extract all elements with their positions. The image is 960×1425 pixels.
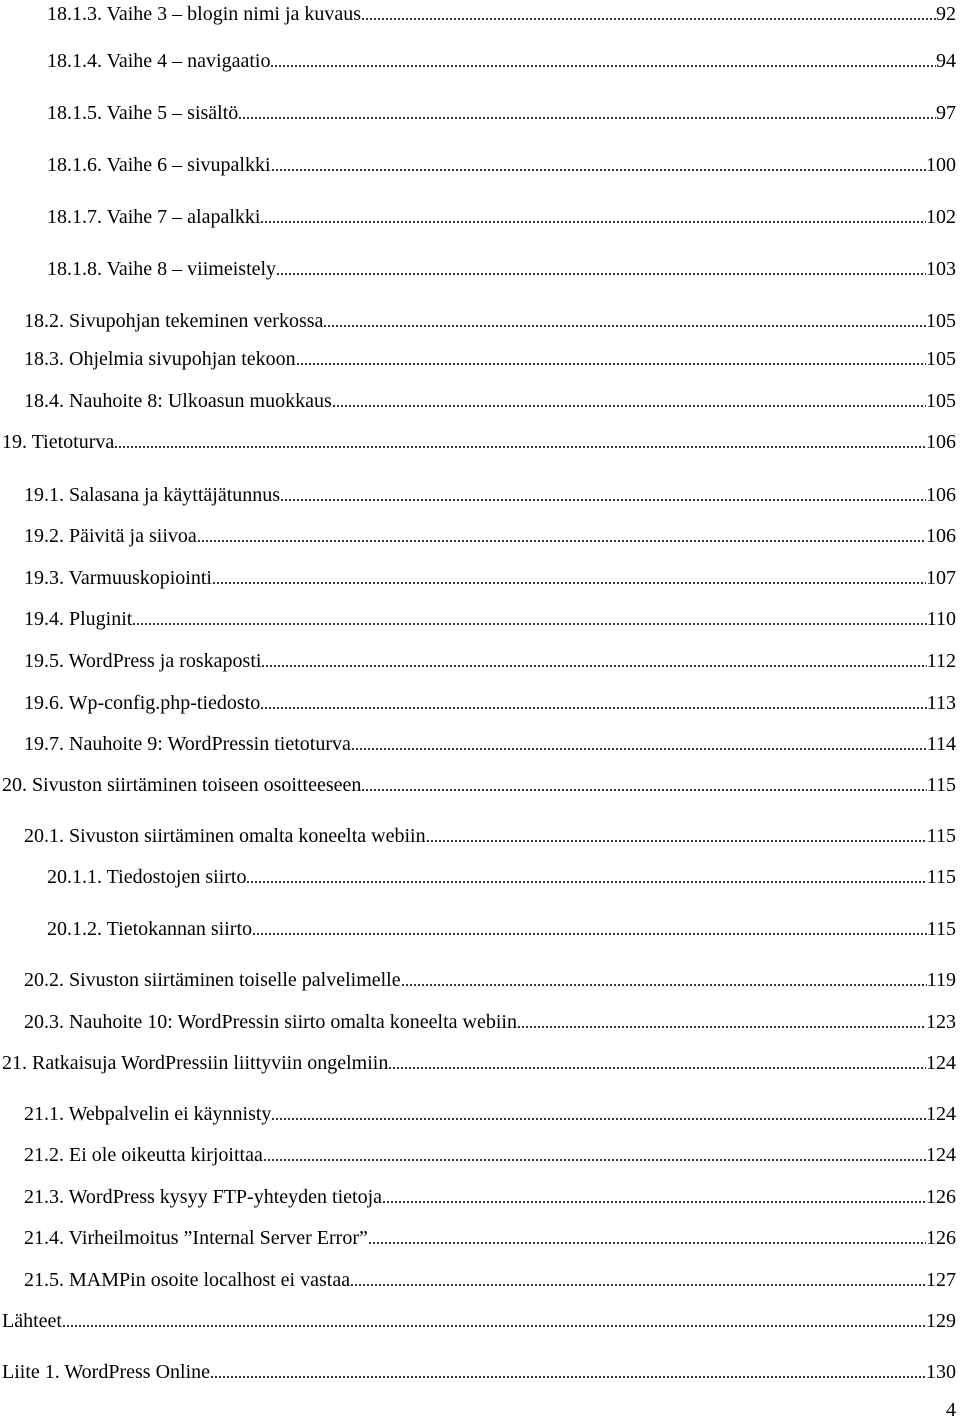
toc-entry-page: 115 [926,918,956,940]
toc-entry[interactable] [47,151,956,177]
toc-entry-title: 19.5. WordPress ja roskaposti [24,650,262,672]
toc-entry[interactable] [24,307,956,333]
dot-leader [197,527,926,543]
dot-leader [252,920,927,936]
toc-entry-title: 19. Tietoturva [2,431,115,453]
toc-entry-page: 105 [926,390,956,412]
toc-entry-title: 20.1.1. Tiedostojen siirto [47,866,247,888]
toc-entry[interactable] [24,1224,956,1250]
toc-entry[interactable] [24,564,956,590]
toc-entry-page: 123 [926,1011,956,1033]
toc-entry-page: 124 [926,1052,956,1074]
dot-leader [280,486,926,502]
toc-entry-title: 20.1. Sivuston siirtäminen omalta koneelta webiin [24,825,426,847]
toc-entry-title: 21.4. Virheilmoitus ”Internal Server Error” [24,1227,368,1249]
dot-leader [426,827,927,843]
dot-leader [350,1271,926,1287]
dot-leader [276,260,926,276]
toc-entry[interactable] [47,99,956,125]
toc-entry-page: 102 [926,206,956,228]
toc-entry-page: 106 [926,431,956,453]
dot-leader [517,1013,926,1029]
dot-leader [263,1146,926,1162]
toc-entry-page: 97 [936,102,956,124]
toc-entry-page: 112 [926,650,956,672]
toc-entry-page: 126 [926,1186,956,1208]
toc-entry-page: 106 [926,525,956,547]
dot-leader [401,971,927,987]
dot-leader [382,1188,926,1204]
toc-entry[interactable] [2,771,956,797]
toc-entry-page: 124 [926,1144,956,1166]
toc-entry-title: 18.1.8. Vaihe 8 – viimeistely [47,258,277,280]
toc-entry-page: 126 [926,1227,956,1249]
toc-entry-title: 20.2. Sivuston siirtäminen toiselle palvelimelle [24,969,401,991]
toc-entry[interactable] [24,1141,956,1167]
dot-leader [361,5,936,21]
toc-entry[interactable] [47,255,956,281]
toc-entry[interactable] [24,1008,956,1034]
toc-entry[interactable] [24,689,956,715]
toc-entry[interactable] [2,1049,956,1075]
dot-leader [368,1229,926,1245]
toc-entry[interactable] [24,481,956,507]
dot-leader [260,208,926,224]
toc-entry[interactable] [24,387,956,413]
toc-entry-title: 18.1.5. Vaihe 5 – sisältö [47,102,239,124]
dot-leader [271,1105,926,1121]
toc-entry-title: 19.2. Päivitä ja siivoa [24,525,197,547]
toc-entry-page: 115 [926,825,956,847]
toc-entry-title: 19.3. Varmuuskopiointi [24,567,212,589]
toc-entry-title: 21.3. WordPress kysyy FTP-yhteyden tietoja [24,1186,382,1208]
toc-entry-page: 100 [926,154,956,176]
dot-leader [270,52,936,68]
page-number: 4 [946,1399,956,1421]
toc-entry-page: 103 [926,258,956,280]
toc-entry-page: 129 [926,1310,956,1332]
toc-entry-page: 124 [926,1103,956,1125]
dot-leader [271,156,926,172]
toc-entry[interactable] [47,863,956,889]
toc-entry[interactable] [2,428,956,454]
toc-entry-page: 107 [926,567,956,589]
toc-entry[interactable] [2,1307,956,1333]
toc-entry-title: 21. Ratkaisuja WordPressiin liittyviin ongelmiin [2,1052,389,1074]
toc-entry-page: 119 [926,969,956,991]
dot-leader [132,610,926,626]
toc-entry-title: 18.3. Ohjelmia sivupohjan tekoon [24,348,296,370]
dot-leader [388,1054,926,1070]
dot-leader [332,392,926,408]
toc-entry-title: 18.1.4. Vaihe 4 – navigaatio [47,50,271,72]
toc-entry[interactable] [47,0,956,26]
toc-entry-page: 114 [926,733,956,755]
toc-entry[interactable] [24,1100,956,1126]
toc-entry-page: 127 [926,1269,956,1291]
toc-entry-title: Liite 1. WordPress Online [2,1361,210,1383]
dot-leader [238,104,936,120]
toc-entry[interactable] [24,345,956,371]
toc-entry-page: 115 [926,774,956,796]
toc-entry-title: Lähteet [2,1310,62,1332]
toc-entry-page: 94 [936,50,956,72]
dot-leader [114,433,926,449]
toc-entry-title: 19.7. Nauhoite 9: WordPressin tietoturva [24,733,351,755]
dot-leader [260,694,926,710]
toc-entry-page: 92 [936,3,956,25]
dot-leader [351,735,927,751]
dot-leader [261,652,926,668]
toc-entry-page: 105 [926,348,956,370]
dot-leader [210,1363,926,1379]
toc-entry-title: 21.1. Webpalvelin ei käynnisty [24,1103,272,1125]
toc-entry-title: 20.3. Nauhoite 10: WordPressin siirto omalta koneelta webiin [24,1011,517,1033]
toc-entry-page: 115 [926,866,956,888]
dot-leader [212,569,926,585]
toc-entry[interactable] [47,915,956,941]
toc-entry-title: 19.4. Pluginit [24,608,133,630]
toc-entry-title: 18.1.7. Vaihe 7 – alapalkki [47,206,261,228]
toc-entry-title: 19.1. Salasana ja käyttäjätunnus [24,484,281,506]
toc-entry-page: 113 [926,692,956,714]
toc-entry-title: 18.4. Nauhoite 8: Ulkoasun muokkaus [24,390,332,412]
toc-entry[interactable] [47,203,956,229]
toc-entry-page: 105 [926,310,956,332]
toc-entry-title: 18.2. Sivupohjan tekeminen verkossa [24,310,324,332]
dot-leader [323,312,926,328]
toc-entry[interactable] [24,1266,956,1292]
toc-entry-page: 106 [926,484,956,506]
dot-leader [296,350,926,366]
toc-entry[interactable] [24,522,956,548]
toc-entry[interactable] [2,1358,956,1384]
toc-entry-page: 130 [926,1361,956,1383]
toc-entry-title: 20.1.2. Tietokannan siirto [47,918,253,940]
toc-entry-title: 21.5. MAMPin osoite localhost ei vastaa [24,1269,351,1291]
toc-entry[interactable] [47,47,956,73]
toc-entry[interactable] [24,730,956,756]
toc-entry[interactable] [24,1183,956,1209]
toc-entry-title: 18.1.3. Vaihe 3 – blogin nimi ja kuvaus [47,3,362,25]
toc-entry-title: 19.6. Wp-config.php-tiedosto [24,692,261,714]
toc-entry[interactable] [24,966,956,992]
toc-entry-title: 20. Sivuston siirtäminen toiseen osoitteeseen [2,774,362,796]
toc-entry-page: 110 [926,608,956,630]
toc-entry-title: 21.2. Ei ole oikeutta kirjoittaa [24,1144,263,1166]
dot-leader [246,868,926,884]
dot-leader [62,1312,926,1328]
toc-entry[interactable] [24,605,956,631]
dot-leader [361,776,926,792]
toc-entry[interactable] [24,647,956,673]
toc-entry-title: 18.1.6. Vaihe 6 – sivupalkki [47,154,271,176]
toc-entry[interactable] [24,822,956,848]
